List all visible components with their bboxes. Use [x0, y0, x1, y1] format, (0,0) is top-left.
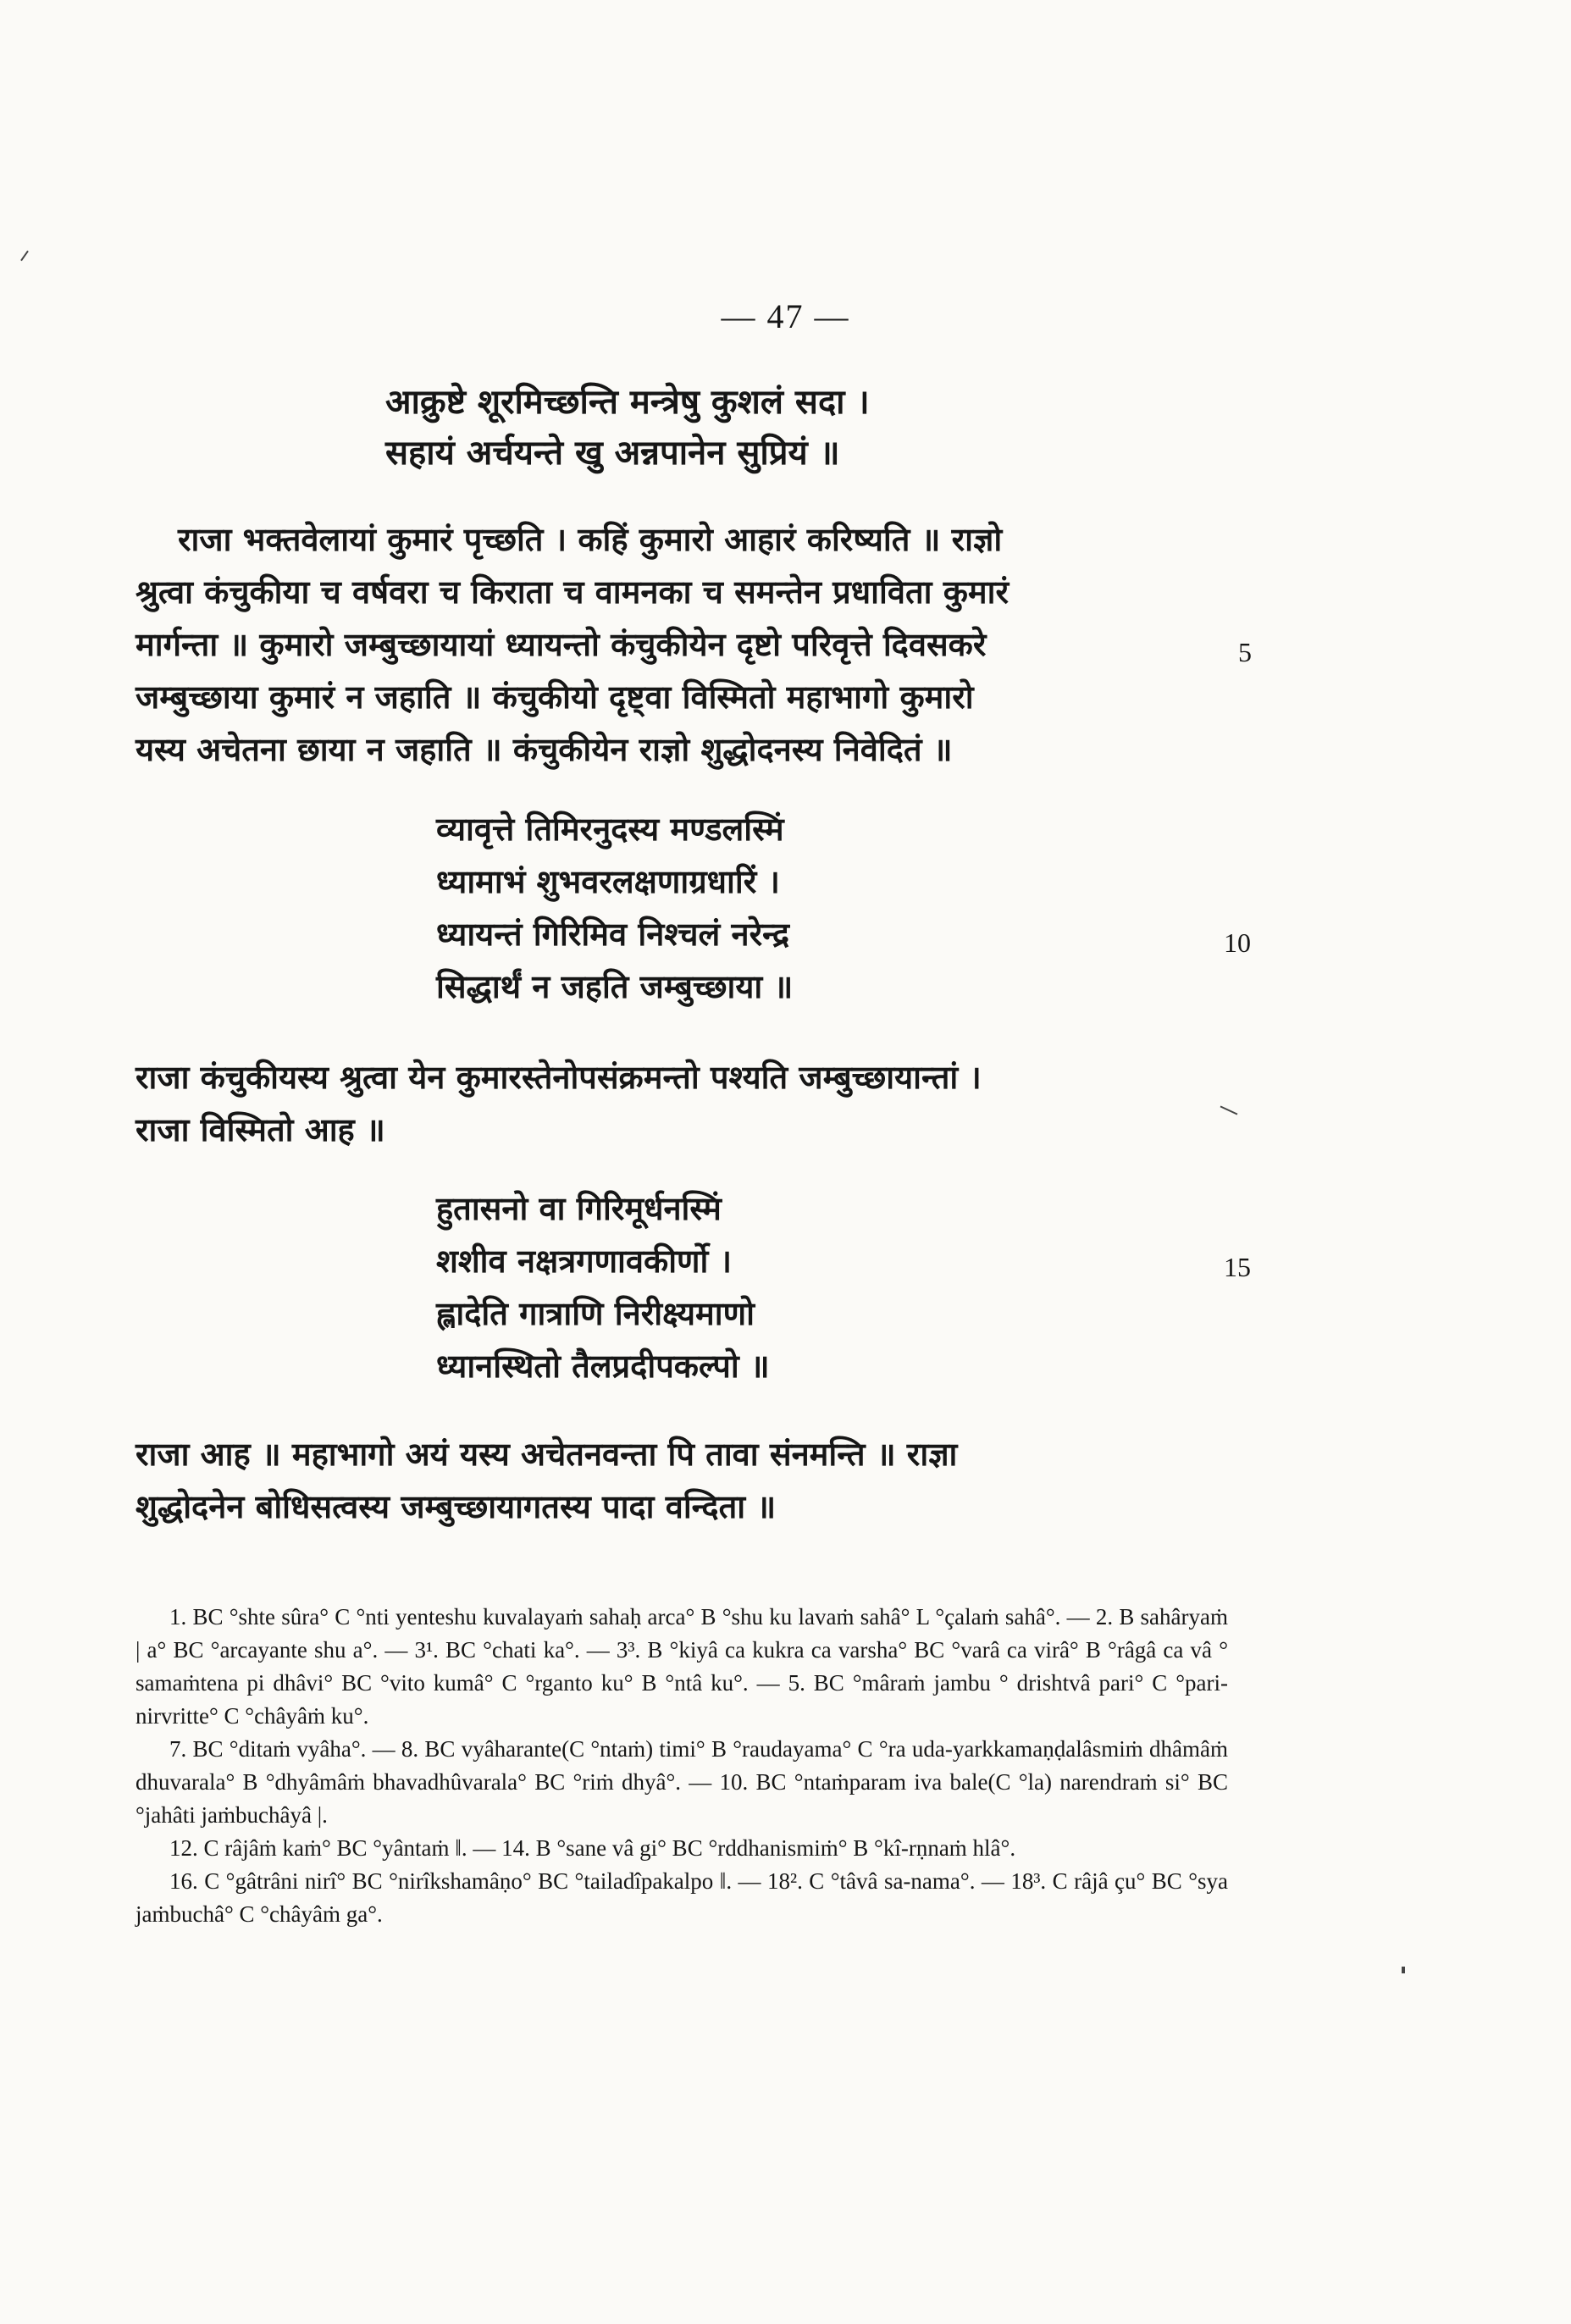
prose-c-line-2: शुद्धोदनेन बोधिसत्वस्य जम्बुच्छायागतस्य पादा वन्दिता ॥ [136, 1488, 777, 1525]
footnotes [136, 1601, 1228, 1931]
verse-b-line-2: ध्यामाभं शुभवरलक्षणाग्रधारिं । [436, 863, 780, 900]
verse-a-line-2: सहायं अर्चयन्ते खु अन्नपानेन सुप्रियं ॥ [385, 434, 840, 473]
footnote-7: 7. BC °ditaṁ vyâha°. — 8. BC vyâharante(C °ntaṁ) timi° B °raudayama° C °ra uda-yarkkamaṇḍalâsmiṁ dhâmâṁ dhuvarala° B °dhyâmâṁ bhavadhûvarala° BC °riṁ dhyâ°. — 10. BC °ntaṁparam iva bale(C °la) narendraṁ si° BC °jahâti jaṁbuchâyâ |. [136, 1736, 1228, 1828]
footnote-16: 16. C °gâtrâni nirî° BC °nirîkshamâṇo° BC °tailadîpakalpo ‖. — 18². C °tâvâ sa-namа°. — 18³. C râjâ çu° BC °sya jaṁbuchâ° C °châyâṁ ga°. [136, 1868, 1228, 1927]
line-number-5: 5 [1238, 637, 1252, 667]
scan-speck [1402, 1967, 1405, 1973]
verse-a-line-1: आक्रुष्टे शूरमिच्छन्ति मन्त्रेषु कुशलं सदा । [385, 383, 870, 422]
prose-b-line-2: राजा विस्मितो आह ॥ [136, 1111, 385, 1148]
prose-a-line-3: मार्गन्ता ॥ कुमारो जम्बुच्छायायां ध्यायन्तो कंचुकीयेन दृष्टो परिवृत्ते दिवसकरे [136, 626, 987, 663]
prose-b-line-1: राजा कंचुकीयस्य श्रुत्वा येन कुमारस्तेनोपसंक्रमन्तो पश्यति जम्बुच्छायान्तां । [136, 1059, 982, 1096]
scan-mark [1220, 1105, 1238, 1115]
verse-c-line-2: शशीव नक्षत्रगणावकीर्णो । [436, 1242, 733, 1280]
prose-c-line-1: राजा आह ॥ महाभागो अयं यस्य अचेतनवन्ता पि तावा संनमन्ति ॥ राज्ञा [136, 1436, 958, 1473]
verse-c-line-1: हुतासनो वा गिरिमूर्धनस्मिं [436, 1190, 722, 1227]
line-number-15: 15 [1224, 1252, 1251, 1282]
prose-a-line-4: जम्बुच्छाया कुमारं न जहाति ॥ कंचुकीयो दृष्ट्वा विस्मितो महाभागो कुमारो [136, 678, 974, 716]
verse-c-line-3: ह्लादेति गात्राणि निरीक्ष्यमाणो [436, 1295, 755, 1332]
prose-a-line-1: राजा भक्तवेलायां कुमारं पृच्छति । कहिं कुमारो आहारं करिष्यति ॥ राज्ञो [178, 521, 1003, 558]
prose-a-line-2: श्रुत्वा कंचुकीया च वर्षवरा च किराता च वामनका च समन्तेन प्रधाविता कुमारं [136, 573, 1010, 611]
verse-b-line-3: ध्यायन्तं गिरिमिव निश्चलं नरेन्द्र [436, 916, 790, 953]
page-number: — 47 — [721, 297, 850, 335]
verse-c-line-4: ध्यानस्थितो तैलप्रदीपकल्पो ॥ [436, 1347, 770, 1385]
footnote-12: 12. C râjâṁ kaṁ° BC °yântaṁ ‖. — 14. B °sane vâ gi° BC °rddhanismiṁ° B °kî-rṇnaṁ hlâ°. [169, 1835, 1016, 1861]
verse-b-line-1: व्यावृत्ते तिमिरनुदस्य मण्डलस्मिं [436, 811, 784, 848]
scan-mark [20, 251, 29, 262]
verse-b-line-4: सिद्धार्थं न जहति जम्बुच्छाया ॥ [436, 968, 794, 1005]
line-number-10: 10 [1224, 927, 1251, 958]
footnote-1: 1. BC °shte sûra° C °nti yenteshu kuvalayaṁ sahaḥ arca° B °shu ku lavaṁ sahâ° L °çalaṁ sahâ°. — 2. B sahâryaṁ | a° BC °arcayante shu a°. — 3¹. BC °chati ka°. — 3³. B °kiyâ ca kukra ca varsha° BC °varâ ca virâ° B °râgâ ca vâ ° samaṁtena pi dhâvi° BC °vito kumâ° C °rganto ku° B °ntâ ku°. — 5. BC °mâraṁ jambu ° drishtvâ pari° C °pari-nirvritte° C °châyâṁ ku°. [136, 1604, 1228, 1729]
prose-a-line-5: यस्य अचेतना छाया न जहाति ॥ कंचुकीयेन राज्ञो शुद्धोदनस्य निवेदितं ॥ [136, 731, 953, 768]
